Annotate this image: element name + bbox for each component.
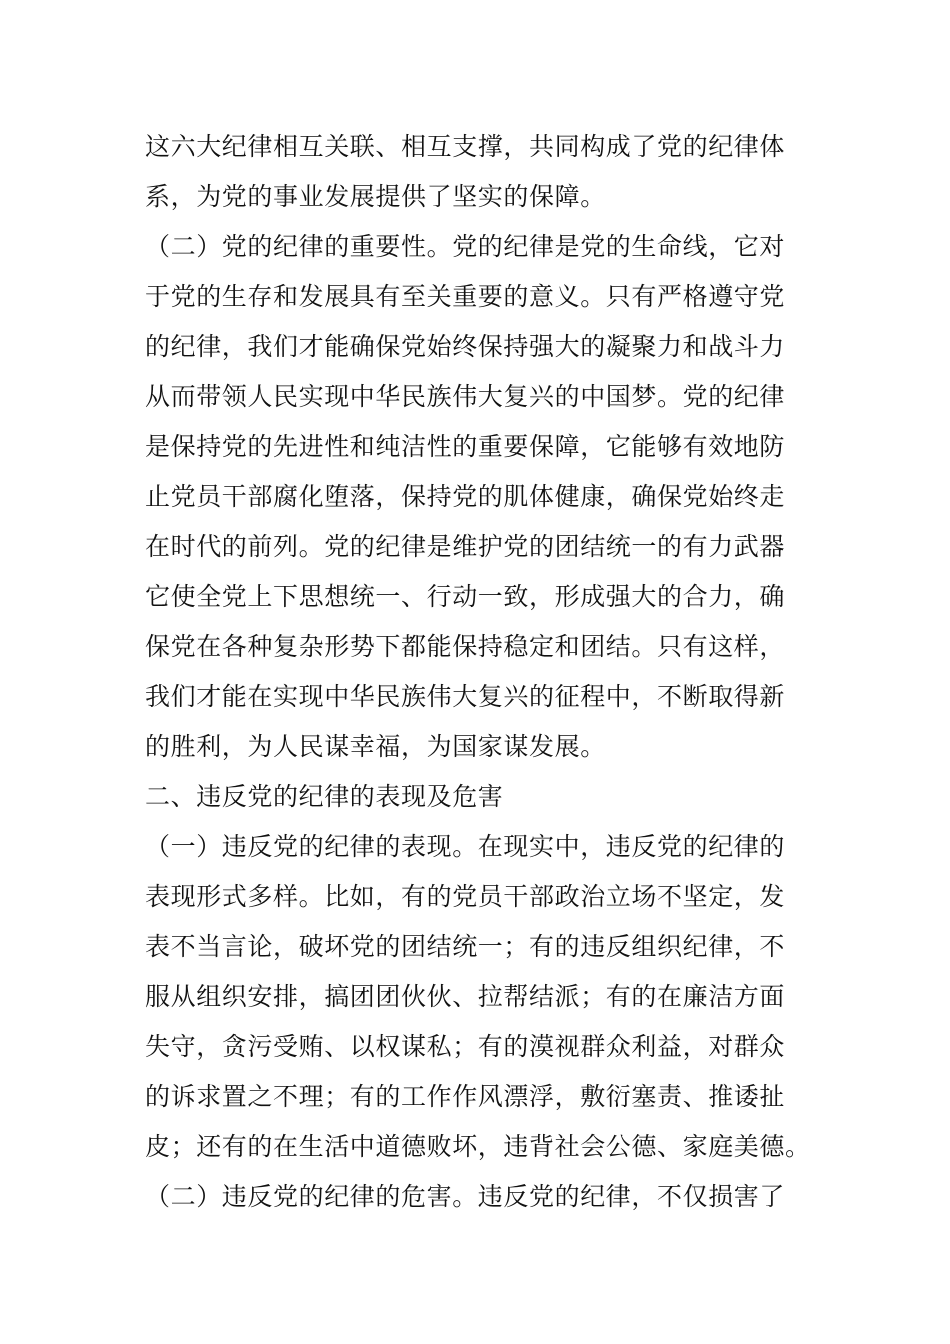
text-line: 的胜利，为人民谋幸福，为国家谋发展。 <box>145 732 606 761</box>
text-line: 这六大纪律相互关联、相互支撑，共同构成了党的纪律体 <box>145 132 786 161</box>
text-line: （一）违反党的纪律的表现。在现实中，违反党的纪律的 <box>145 832 786 861</box>
text-line: （二）违反党的纪律的危害。违反党的纪律，不仅损害了 <box>145 1182 786 1211</box>
text-line: 的纪律，我们才能确保党始终保持强大的凝聚力和战斗力 <box>145 332 786 361</box>
text-line: 从而带领人民实现中华民族伟大复兴的中国梦。党的纪律 <box>145 382 786 411</box>
text-line: 表现形式多样。比如，有的党员干部政治立场不坚定，发 <box>145 882 786 911</box>
text-line: 失守，贪污受贿、以权谋私；有的漠视群众利益，对群众 <box>145 1032 786 1061</box>
section-heading: 二、违反党的纪律的表现及危害 <box>145 782 504 811</box>
text-line: （二）党的纪律的重要性。党的纪律是党的生命线，它对 <box>145 232 786 261</box>
text-line: 是保持党的先进性和纯洁性的重要保障，它能够有效地防 <box>145 432 786 461</box>
text-line: 保党在各种复杂形势下都能保持稳定和团结。只有这样， <box>145 632 786 661</box>
text-line: 的诉求置之不理；有的工作作风漂浮，敷衍塞责、推诿扯 <box>145 1082 786 1111</box>
text-line: 在时代的前列。党的纪律是维护党的团结统一的有力武器 <box>145 532 786 561</box>
body-text <box>145 122 815 1222</box>
text-line: 我们才能在实现中华民族伟大复兴的征程中，不断取得新 <box>145 682 786 711</box>
text-line: 系，为党的事业发展提供了坚实的保障。 <box>145 182 606 211</box>
text-line: 止党员干部腐化堕落，保持党的肌体健康，确保党始终走 <box>145 482 786 511</box>
text-line: 服从组织安排，搞团团伙伙、拉帮结派；有的在廉洁方面 <box>145 982 786 1011</box>
text-line: 它使全党上下思想统一、行动一致，形成强大的合力，确 <box>145 582 786 611</box>
text-line: 皮；还有的在生活中道德败坏，违背社会公德、家庭美德。 <box>145 1132 811 1161</box>
text-line: 于党的生存和发展具有至关重要的意义。只有严格遵守党 <box>145 282 786 311</box>
text-line: 表不当言论，破坏党的团结统一；有的违反组织纪律，不 <box>145 932 786 961</box>
